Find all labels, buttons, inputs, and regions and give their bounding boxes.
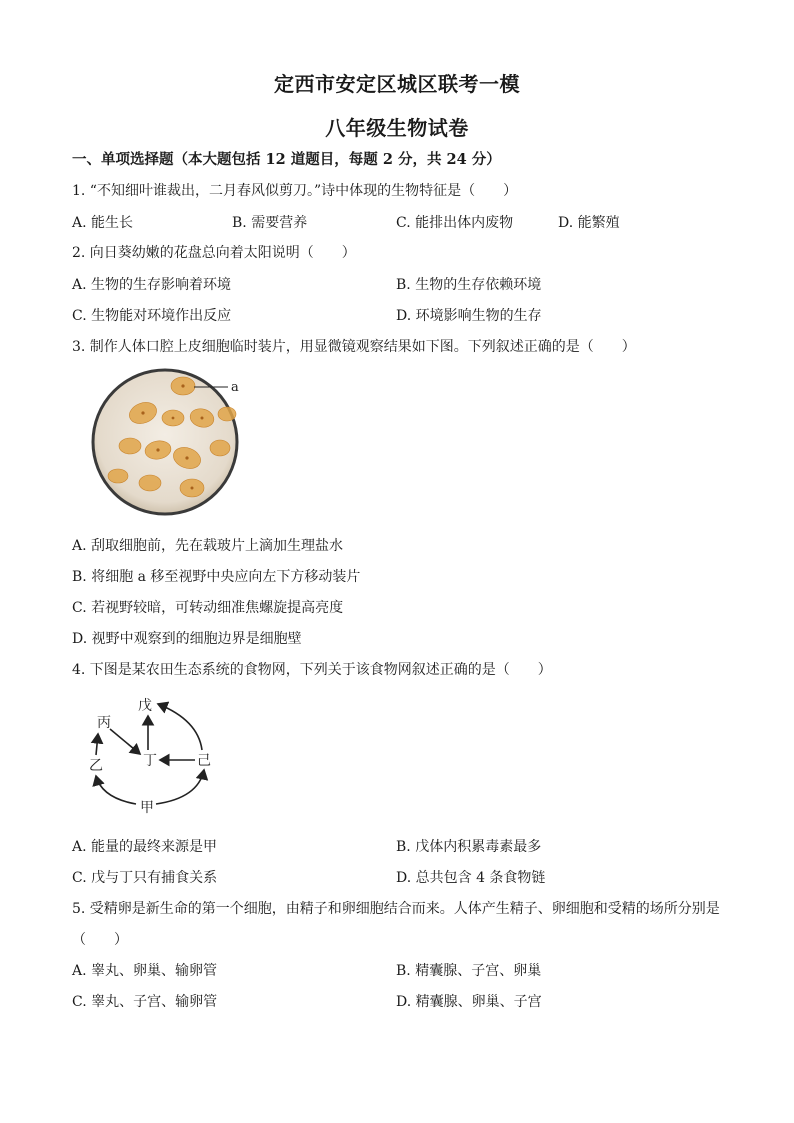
question-2-stem: 2. 向日葵幼嫩的花盘总向着太阳说明（ ） — [72, 245, 356, 261]
microscope-view-figure — [80, 368, 260, 518]
arrow-yi-bing — [96, 734, 98, 755]
q1-option-c: C. 能排出体内废物 — [396, 215, 514, 231]
arrow-bing-ding — [110, 729, 140, 754]
q2-option-a: A. 生物的生存影响着环境 — [72, 277, 232, 293]
organism-ji: 己 — [197, 753, 211, 769]
organism-yi: 乙 — [89, 758, 103, 774]
q2-option-c: C. 生物能对环境作出反应 — [72, 308, 232, 324]
arrow-jia-yi — [96, 776, 136, 804]
q3-option-b: B. 将细胞 a 移至视野中央应向左下方移动装片 — [72, 569, 361, 585]
question-5-stem: 5. 受精卵是新生命的第一个细胞，由精子和卵细胞结合而来。人体产生精子、卵细胞和受精的场所分别是 — [72, 901, 720, 917]
cell-a-label: a — [231, 380, 239, 395]
q3-option-c: C. 若视野较暗，可转动细准焦螺旋提高亮度 — [72, 600, 344, 616]
question-1-stem: 1. “不知细叶谁裁出，二月春风似剪刀。”诗中体现的生物特征是（ ） — [72, 183, 518, 199]
arrow-ji-wu — [158, 704, 202, 750]
q5-option-d: D. 精囊腺、卵巢、子宫 — [396, 994, 542, 1010]
q1-option-b: B. 需要营养 — [232, 215, 308, 231]
arrow-jia-ji — [156, 770, 204, 804]
organism-ding: 丁 — [143, 753, 157, 769]
cell — [139, 475, 161, 491]
q2-option-b: B. 生物的生存依赖环境 — [396, 277, 542, 293]
q5-option-a: A. 睾丸、卵巢、输卵管 — [72, 963, 218, 979]
organism-bing: 丙 — [97, 715, 111, 731]
q1-option-d: D. 能繁殖 — [558, 215, 620, 231]
cell — [119, 438, 141, 454]
question-5-stem-cont: （ ） — [72, 932, 128, 948]
q4-option-b: B. 戊体内积累毒素最多 — [396, 839, 542, 855]
cell — [210, 440, 230, 456]
exam-title: 定西市安定区城区联考一模 — [274, 72, 520, 96]
q4-option-d: D. 总共包含 4 条食物链 — [396, 870, 546, 886]
q5-option-b: B. 精囊腺、子宫、卵巢 — [396, 963, 542, 979]
q3-option-d: D. 视野中观察到的细胞边界是细胞壁 — [72, 631, 302, 647]
q4-option-a: A. 能量的最终来源是甲 — [72, 839, 218, 855]
exam-subtitle: 八年级生物试卷 — [325, 116, 469, 140]
section-heading: 一、单项选择题（本大题包括 12 道题目，每题 2 分，共 24 分） — [72, 151, 501, 168]
question-3-stem: 3. 制作人体口腔上皮细胞临时装片，用显微镜观察结果如下图。下列叙述正确的是（ ） — [72, 339, 636, 355]
q2-option-d: D. 环境影响生物的生存 — [396, 308, 542, 324]
q3-option-a: A. 刮取细胞前，先在载玻片上滴加生理盐水 — [72, 538, 344, 554]
q1-option-a: A. 能生长 — [72, 215, 134, 231]
cell — [218, 407, 236, 421]
cell — [108, 469, 128, 483]
q4-option-c: C. 戊与丁只有捕食关系 — [72, 870, 218, 886]
food-web-figure — [80, 692, 220, 818]
question-4-stem: 4. 下图是某农田生态系统的食物网，下列关于该食物网叙述正确的是（ ） — [72, 662, 552, 678]
q5-option-c: C. 睾丸、子宫、输卵管 — [72, 994, 218, 1010]
organism-wu: 戊 — [138, 698, 152, 714]
organism-jia: 甲 — [140, 800, 154, 816]
